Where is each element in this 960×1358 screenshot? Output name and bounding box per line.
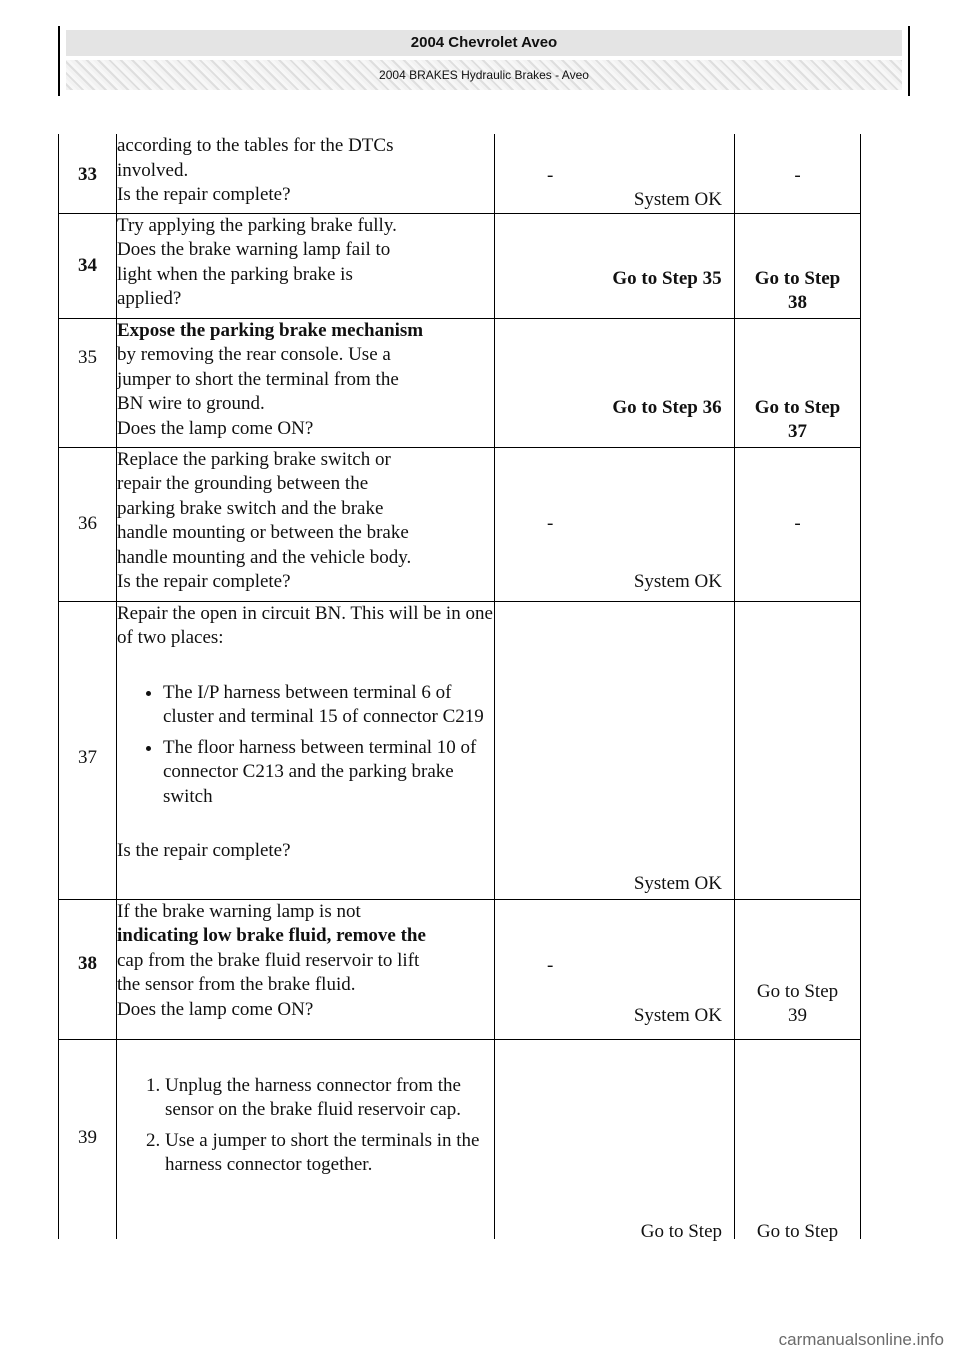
action-line: BN wire to ground. (117, 393, 265, 414)
action-cell (117, 1039, 495, 1239)
value-cell (495, 134, 735, 213)
value-cell (495, 447, 735, 601)
yes-text: Go to Step 35 (612, 267, 722, 289)
no-cell (735, 447, 861, 601)
yes-text: Go to Step 36 (612, 396, 722, 418)
action-line: Does the lamp come ON? (117, 998, 314, 1020)
action-line: Try applying the parking brake fully. (117, 214, 397, 236)
yes-text: System OK (633, 570, 722, 592)
yes-cell (495, 213, 735, 318)
table-row (59, 318, 861, 447)
action-line: involved. (117, 159, 189, 181)
action-cell (117, 318, 495, 447)
action-line: light when the parking brake is (117, 263, 353, 285)
action-line: cap from the brake fluid reservoir to lift (117, 949, 420, 971)
no-text: - (794, 512, 801, 534)
action-line: the sensor from the brake fluid. (117, 974, 356, 995)
list-item: • The floor harness between terminal 10 of connector C213 and the parking brake switch (163, 736, 494, 810)
no-cell (735, 134, 861, 213)
no-text: Go to Step 39 (756, 980, 839, 1026)
action-line: Is the repair complete? (117, 571, 291, 592)
step-number: 39 (59, 1039, 117, 1239)
diagnostic-table (58, 134, 861, 1242)
no-text: Go to Step (756, 1220, 839, 1242)
table-row (59, 1039, 861, 1239)
step-number: 37 (59, 601, 117, 899)
action-cell (117, 601, 495, 899)
table-row (59, 213, 861, 318)
no-cell (735, 318, 861, 447)
step-number: 38 (59, 899, 117, 1039)
table-row (59, 447, 861, 601)
action-cell (117, 899, 495, 1039)
action-line: handle mounting and the vehicle body. (117, 546, 412, 568)
action-question: Is the repair complete? (117, 840, 291, 861)
action-line: Is the repair complete? (117, 184, 291, 205)
list-item: 2. Use a jumper to short the terminals in the harness connector together. (165, 1129, 494, 1178)
yes-cell (495, 601, 735, 899)
action-line: indicating low brake fluid, remove the (117, 925, 426, 946)
no-cell (735, 213, 861, 318)
document-title: 2004 Chevrolet Aveo (66, 30, 902, 56)
action-cell (117, 213, 495, 318)
action-intro: Repair the open in circuit BN. This will be in one of two places: (117, 602, 493, 648)
no-cell (735, 601, 861, 899)
action-line: jumper to short the terminal from the (117, 368, 399, 390)
watermark: carmanualsonline.info (778, 1330, 944, 1349)
list-item: • The I/P harness between terminal 6 of cluster and terminal 15 of connector C219 (163, 681, 494, 730)
action-line: Does the lamp come ON? (117, 417, 314, 439)
step-number: 35 (59, 318, 117, 447)
action-line: Expose the parking brake mechanism (117, 319, 424, 341)
table-row (59, 134, 861, 213)
document-subtitle: 2004 BRAKES Hydraulic Brakes - Aveo (66, 60, 902, 90)
bullet-list (117, 681, 494, 810)
yes-text: System OK (633, 1004, 722, 1026)
yes-text: System OK (633, 189, 722, 210)
step-number: 34 (59, 213, 117, 318)
value-text: - (547, 165, 554, 186)
action-line: according to the tables for the DTCs (117, 135, 394, 156)
no-text: Go to Step 37 (754, 396, 841, 442)
yes-text: System OK (633, 872, 722, 894)
step-number: 36 (59, 447, 117, 601)
action-line: applied? (117, 288, 182, 309)
table-row (59, 601, 861, 899)
action-line: Replace the parking brake switch or (117, 448, 391, 470)
table-row (59, 899, 861, 1039)
action-line: by removing the rear console. Use a (117, 344, 391, 365)
no-text: - (794, 165, 801, 186)
document-header (58, 26, 910, 96)
numbered-list (117, 1074, 494, 1178)
action-cell (117, 134, 495, 213)
value-cell (495, 899, 735, 1039)
no-text: Go to Step 38 (754, 267, 841, 313)
action-cell (117, 447, 495, 601)
yes-text: Go to Step (640, 1220, 722, 1242)
value-text: - (547, 954, 554, 976)
action-line: handle mounting or between the brake (117, 522, 409, 543)
yes-cell (495, 1039, 735, 1242)
action-line: repair the grounding between the (117, 473, 369, 494)
value-text: - (547, 512, 554, 534)
step-number: 33 (59, 134, 117, 213)
action-line: If the brake warning lamp is not (117, 900, 361, 922)
no-cell (735, 1039, 861, 1242)
action-line: Does the brake warning lamp fail to (117, 239, 391, 260)
list-item: 1. Unplug the harness connector from the sensor on the brake fluid reservoir cap. (165, 1074, 494, 1123)
action-line: parking brake switch and the brake (117, 497, 384, 519)
yes-cell (495, 318, 735, 447)
no-cell (735, 899, 861, 1039)
